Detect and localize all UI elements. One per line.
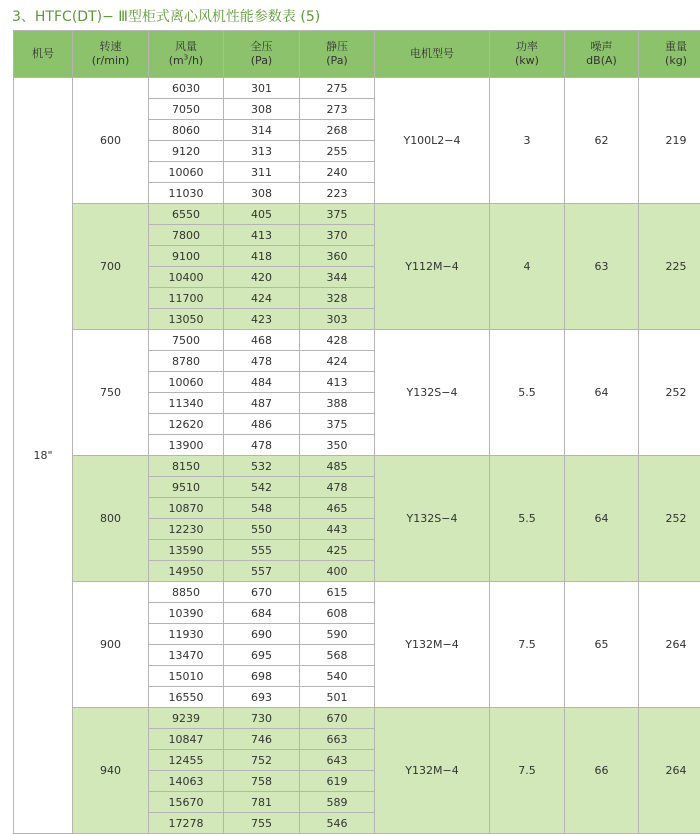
- flow-cell: 8850: [149, 582, 224, 603]
- total-pressure-cell: 308: [224, 99, 300, 120]
- static-pressure-cell: 485: [300, 456, 375, 477]
- speed-cell: 900: [73, 582, 149, 708]
- weight-cell: 219: [639, 78, 700, 204]
- total-pressure-cell: 684: [224, 603, 300, 624]
- static-pressure-cell: 670: [300, 708, 375, 729]
- total-pressure-cell: 313: [224, 141, 300, 162]
- flow-cell: 11930: [149, 624, 224, 645]
- static-pressure-cell: 375: [300, 204, 375, 225]
- static-pressure-cell: 370: [300, 225, 375, 246]
- total-pressure-cell: 758: [224, 771, 300, 792]
- power-cell: 3: [490, 78, 565, 204]
- static-pressure-cell: 328: [300, 288, 375, 309]
- static-pressure-cell: 608: [300, 603, 375, 624]
- total-pressure-cell: 542: [224, 477, 300, 498]
- motor-cell: Y132S−4: [375, 330, 490, 456]
- static-pressure-cell: 501: [300, 687, 375, 708]
- header-speed: 转速 (r/min): [73, 31, 149, 78]
- static-pressure-cell: 619: [300, 771, 375, 792]
- total-pressure-cell: 695: [224, 645, 300, 666]
- flow-cell: 16550: [149, 687, 224, 708]
- static-pressure-cell: 546: [300, 813, 375, 834]
- flow-cell: 9510: [149, 477, 224, 498]
- header-flow: 风量 $(m^3/h)$: [149, 31, 224, 78]
- power-cell: 5.5: [490, 456, 565, 582]
- weight-cell: 264: [639, 582, 700, 708]
- total-pressure-cell: 693: [224, 687, 300, 708]
- total-pressure-cell: 557: [224, 561, 300, 582]
- static-pressure-cell: 344: [300, 267, 375, 288]
- noise-cell: 64: [565, 456, 639, 582]
- flow-cell: 10400: [149, 267, 224, 288]
- table-row: [14, 456, 700, 477]
- table-row: [14, 330, 700, 351]
- header-static-pressure: 静压 (Pa): [300, 31, 375, 78]
- total-pressure-cell: 486: [224, 414, 300, 435]
- static-pressure-cell: 428: [300, 330, 375, 351]
- total-pressure-cell: 424: [224, 288, 300, 309]
- static-pressure-cell: 568: [300, 645, 375, 666]
- static-pressure-cell: 540: [300, 666, 375, 687]
- weight-cell: 264: [639, 708, 700, 834]
- flow-cell: 14063: [149, 771, 224, 792]
- total-pressure-cell: 752: [224, 750, 300, 771]
- weight-cell: 252: [639, 456, 700, 582]
- static-pressure-cell: 615: [300, 582, 375, 603]
- header-motor: 电机型号: [375, 31, 490, 78]
- noise-cell: 63: [565, 204, 639, 330]
- flow-cell: 10870: [149, 498, 224, 519]
- total-pressure-cell: 555: [224, 540, 300, 561]
- total-pressure-cell: 423: [224, 309, 300, 330]
- total-pressure-cell: 301: [224, 78, 300, 99]
- flow-cell: 9239: [149, 708, 224, 729]
- total-pressure-cell: 746: [224, 729, 300, 750]
- total-pressure-cell: 781: [224, 792, 300, 813]
- static-pressure-cell: 425: [300, 540, 375, 561]
- static-pressure-cell: 240: [300, 162, 375, 183]
- static-pressure-cell: 590: [300, 624, 375, 645]
- noise-cell: 65: [565, 582, 639, 708]
- total-pressure-cell: 670: [224, 582, 300, 603]
- flow-cell: 13900: [149, 435, 224, 456]
- speed-cell: 800: [73, 456, 149, 582]
- weight-cell: 225: [639, 204, 700, 330]
- fan-model-cell: 18": [14, 78, 73, 834]
- motor-cell: Y132M−4: [375, 582, 490, 708]
- static-pressure-cell: 350: [300, 435, 375, 456]
- speed-cell: 750: [73, 330, 149, 456]
- flow-cell: 8150: [149, 456, 224, 477]
- flow-cell: 6550: [149, 204, 224, 225]
- noise-cell: 64: [565, 330, 639, 456]
- flow-cell: 6030: [149, 78, 224, 99]
- table-row: [14, 708, 700, 729]
- table-body: [14, 78, 700, 834]
- flow-cell: 11340: [149, 393, 224, 414]
- static-pressure-cell: 663: [300, 729, 375, 750]
- total-pressure-cell: 690: [224, 624, 300, 645]
- motor-cell: Y132S−4: [375, 456, 490, 582]
- flow-cell: 10060: [149, 372, 224, 393]
- flow-cell: 7050: [149, 99, 224, 120]
- flow-cell: 11030: [149, 183, 224, 204]
- motor-cell: Y112M−4: [375, 204, 490, 330]
- speed-cell: 600: [73, 78, 149, 204]
- total-pressure-cell: 730: [224, 708, 300, 729]
- weight-cell: 252: [639, 330, 700, 456]
- total-pressure-cell: 311: [224, 162, 300, 183]
- flow-cell: 12455: [149, 750, 224, 771]
- flow-cell: 8060: [149, 120, 224, 141]
- flow-cell: 10847: [149, 729, 224, 750]
- flow-cell: 14950: [149, 561, 224, 582]
- total-pressure-cell: 698: [224, 666, 300, 687]
- performance-table: [13, 30, 700, 834]
- total-pressure-cell: 484: [224, 372, 300, 393]
- total-pressure-cell: 550: [224, 519, 300, 540]
- total-pressure-cell: 532: [224, 456, 300, 477]
- flow-cell: 15010: [149, 666, 224, 687]
- static-pressure-cell: 400: [300, 561, 375, 582]
- noise-cell: 66: [565, 708, 639, 834]
- flow-cell: 10060: [149, 162, 224, 183]
- flow-cell: 7800: [149, 225, 224, 246]
- static-pressure-cell: 360: [300, 246, 375, 267]
- speed-cell: 700: [73, 204, 149, 330]
- noise-cell: 62: [565, 78, 639, 204]
- flow-cell: 9120: [149, 141, 224, 162]
- total-pressure-cell: 487: [224, 393, 300, 414]
- static-pressure-cell: 424: [300, 351, 375, 372]
- header-weight: 重量 (kg): [639, 31, 700, 78]
- total-pressure-cell: 755: [224, 813, 300, 834]
- header-model: 机号: [14, 31, 73, 78]
- static-pressure-cell: 375: [300, 414, 375, 435]
- total-pressure-cell: 405: [224, 204, 300, 225]
- total-pressure-cell: 478: [224, 351, 300, 372]
- flow-cell: 7500: [149, 330, 224, 351]
- static-pressure-cell: 388: [300, 393, 375, 414]
- flow-cell: 11700: [149, 288, 224, 309]
- static-pressure-cell: 268: [300, 120, 375, 141]
- speed-cell: 940: [73, 708, 149, 834]
- motor-cell: Y132M−4: [375, 708, 490, 834]
- total-pressure-cell: 420: [224, 267, 300, 288]
- motor-cell: Y100L2−4: [375, 78, 490, 204]
- static-pressure-cell: 413: [300, 372, 375, 393]
- static-pressure-cell: 275: [300, 78, 375, 99]
- flow-cell: 8780: [149, 351, 224, 372]
- static-pressure-cell: 303: [300, 309, 375, 330]
- total-pressure-cell: 418: [224, 246, 300, 267]
- static-pressure-cell: 478: [300, 477, 375, 498]
- static-pressure-cell: 443: [300, 519, 375, 540]
- flow-cell: 13590: [149, 540, 224, 561]
- table-row: [14, 78, 700, 99]
- static-pressure-cell: 643: [300, 750, 375, 771]
- power-cell: 5.5: [490, 330, 565, 456]
- total-pressure-cell: 468: [224, 330, 300, 351]
- flow-cell: 9100: [149, 246, 224, 267]
- flow-cell: 13050: [149, 309, 224, 330]
- power-cell: 4: [490, 204, 565, 330]
- static-pressure-cell: 465: [300, 498, 375, 519]
- total-pressure-cell: 314: [224, 120, 300, 141]
- header-power: 功率 (kw): [490, 31, 565, 78]
- flow-cell: 13470: [149, 645, 224, 666]
- table-header: [14, 31, 700, 78]
- header-noise: 噪声 dB(A): [565, 31, 639, 78]
- static-pressure-cell: 255: [300, 141, 375, 162]
- total-pressure-cell: 548: [224, 498, 300, 519]
- static-pressure-cell: 589: [300, 792, 375, 813]
- flow-cell: 15670: [149, 792, 224, 813]
- total-pressure-cell: 478: [224, 435, 300, 456]
- static-pressure-cell: 223: [300, 183, 375, 204]
- flow-cell: 17278: [149, 813, 224, 834]
- static-pressure-cell: 273: [300, 99, 375, 120]
- flow-cell: 10390: [149, 603, 224, 624]
- flow-cell: 12620: [149, 414, 224, 435]
- power-cell: 7.5: [490, 708, 565, 834]
- power-cell: 7.5: [490, 582, 565, 708]
- page-title: 3、HTFC(DT)− Ⅲ型柜式离心风机性能参数表 (5): [12, 6, 320, 28]
- flow-cell: 12230: [149, 519, 224, 540]
- total-pressure-cell: 308: [224, 183, 300, 204]
- table-row: [14, 204, 700, 225]
- header-total-pressure: 全压 (Pa): [224, 31, 300, 78]
- total-pressure-cell: 413: [224, 225, 300, 246]
- table-row: [14, 582, 700, 603]
